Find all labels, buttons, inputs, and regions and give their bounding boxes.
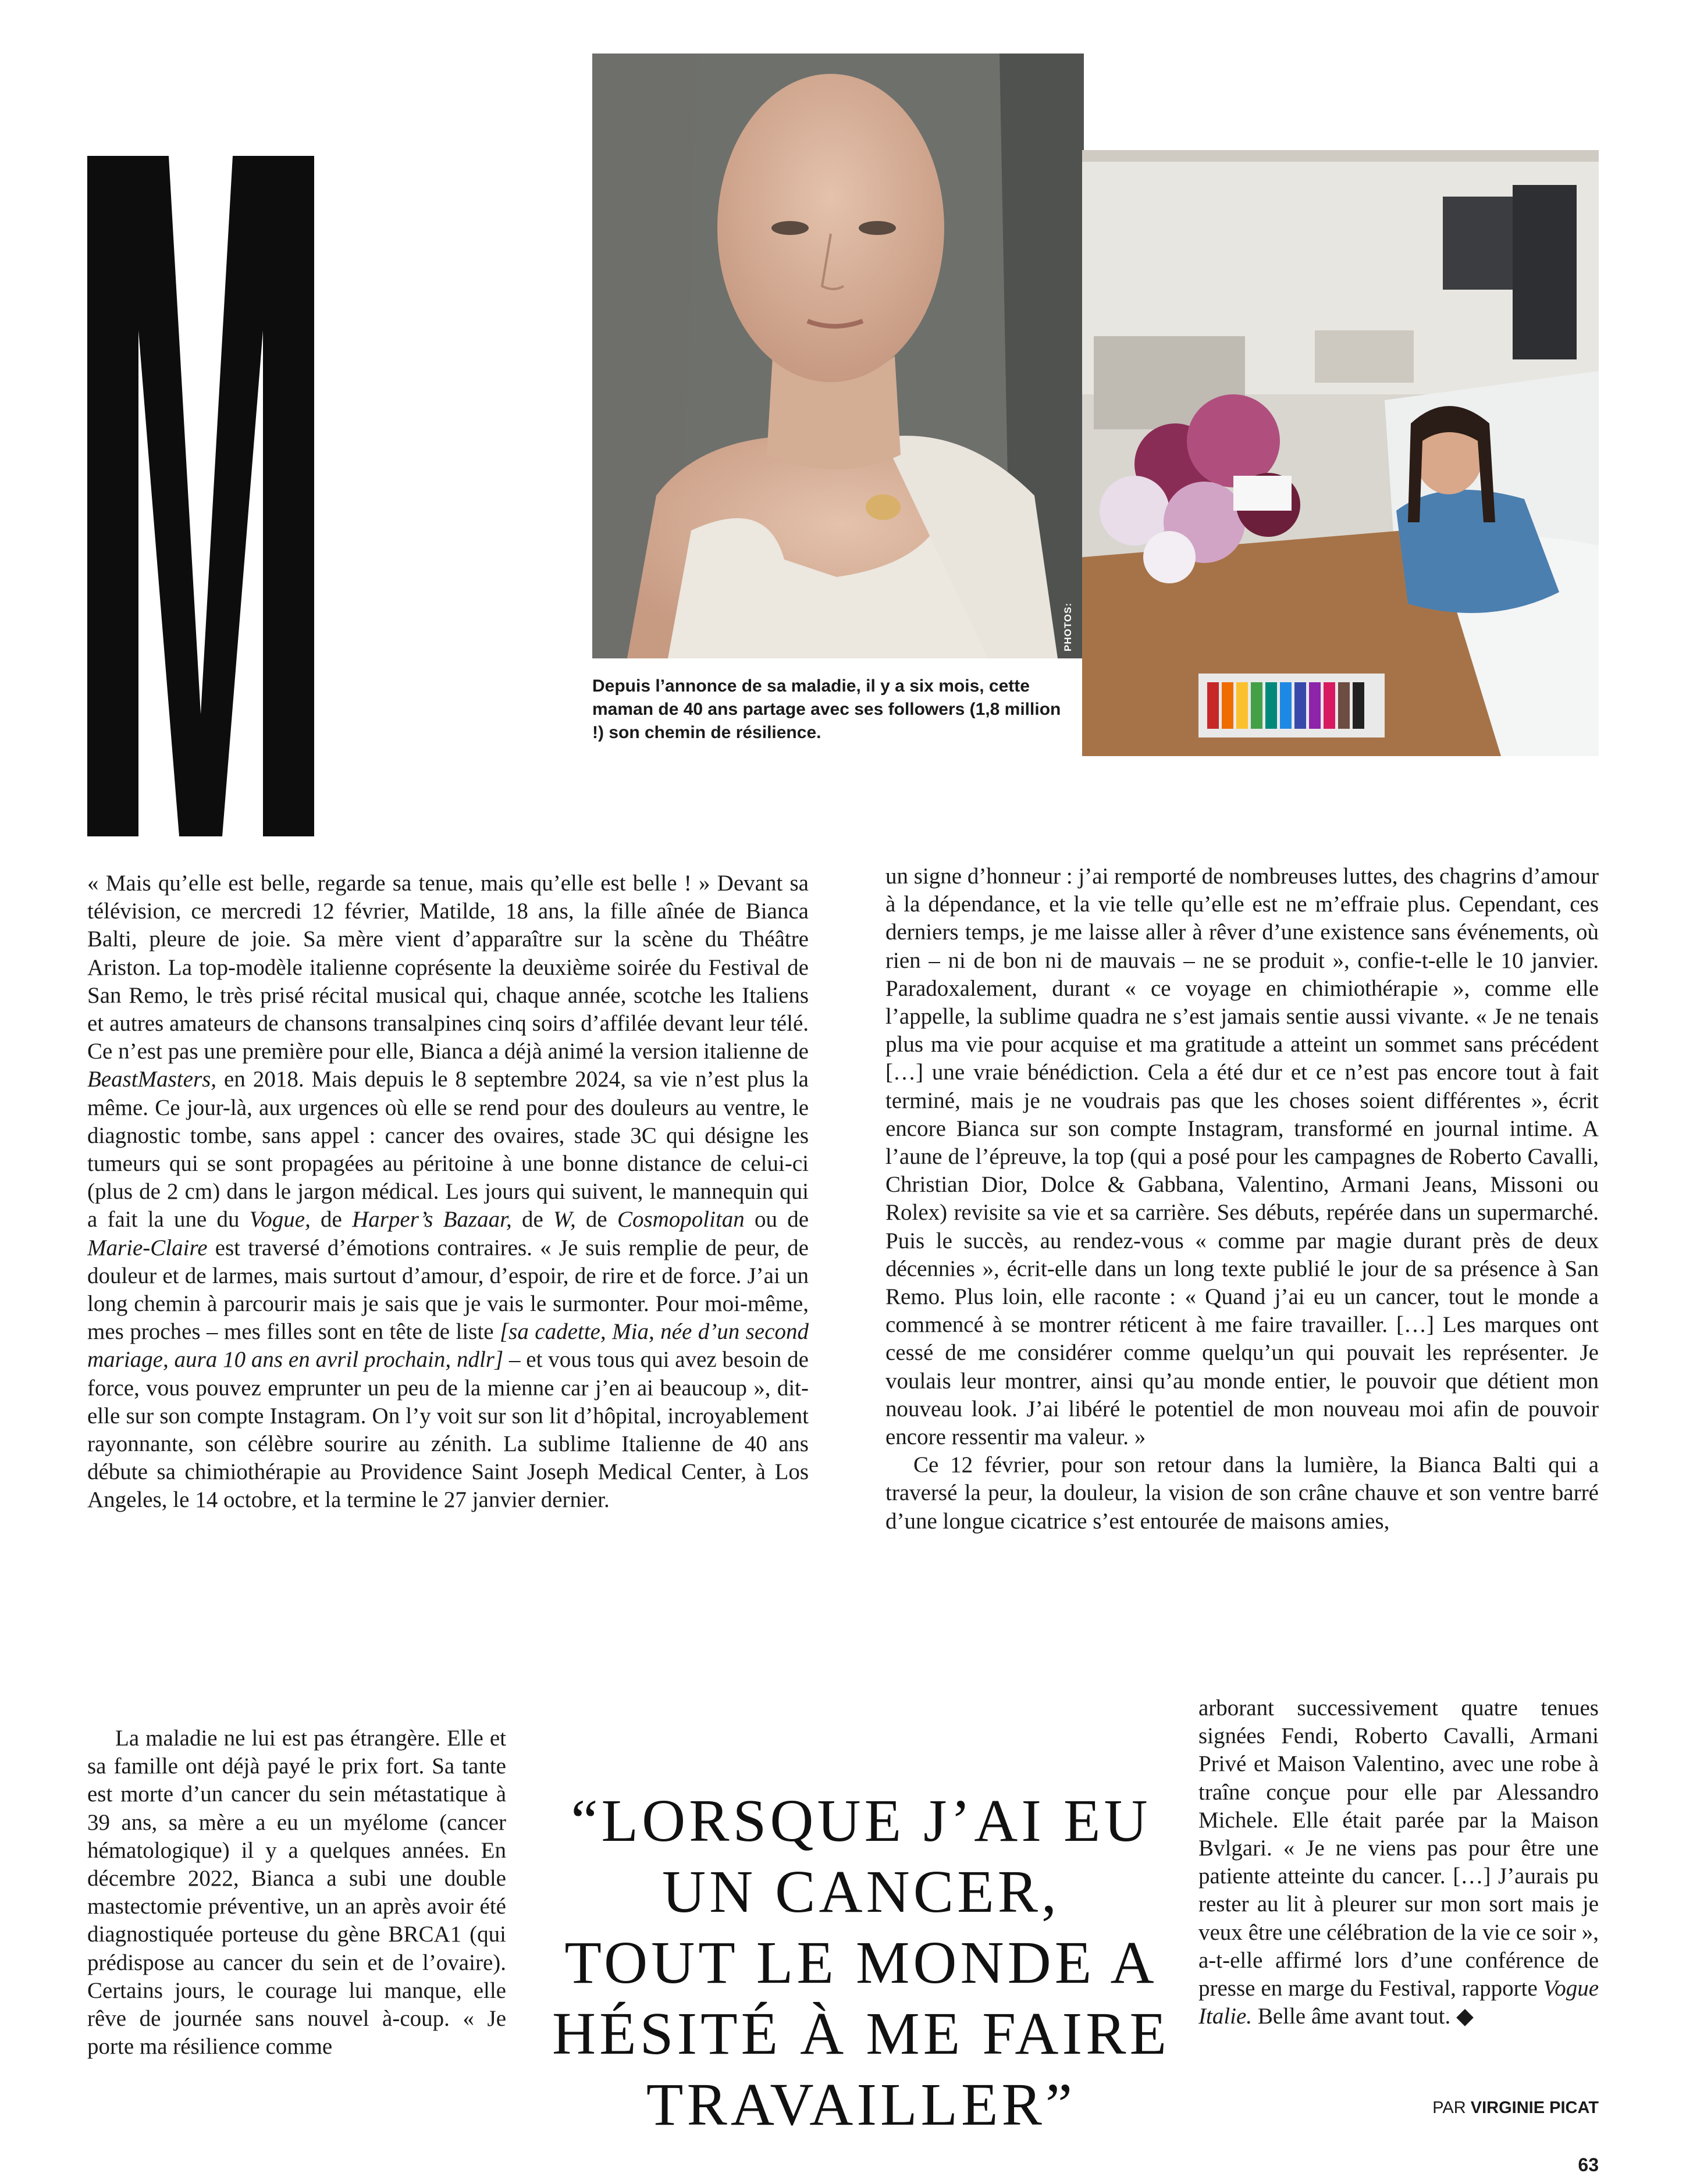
portrait-photo [592,54,1084,658]
article-column-right-narrow [1198,1694,1599,2030]
photo-credit: PHOTOS: [1062,602,1073,651]
dropcap-letter-m [87,156,314,836]
photo-caption: Depuis l’annonce de sa maladie, il y a six mois, cette maman de 40 ans partage avec ses followers (1,8 million !) son chemin de résilience. [592,676,1061,742]
article-paragraph: « Mais qu’elle est belle, regarde sa tenue, mais qu’elle est belle ! » Devant sa télévision, ce mercredi 12 février, Matilde, 18 ans, la fille aînée de Bianca Balti, pleure de joie. Sa mère vient d’apparaître sur la scène du Théâtre Ariston. La top-modèle italienne coprésente la deuxième soirée du Festival de San Remo, le très prisé récital musical qui, chaque année, scotche les Italiens et autres amateurs de chansons transalpines cinq soirs d’affilée devant leur télé. Ce n’est pas une première pour elle, Bianca a déjà animé la version italienne de BeastMasters, en 2018. Mais depuis le 8 septembre 2024, sa vie n’est plus la même. Ce jour-là, aux urgences où elle se rend pour des douleurs au ventre, le diagnostic tombe, sans appel : cancer des ovaires, stade 3C qui désigne les tumeurs qui se sont propagées au péritoine à une bonne distance de celui-ci (plus de 2 cm) dans le jargon médical. Les jours qui suivent, le mannequin qui a fait la une du Vogue, de Harper’s Bazaar, de W, de Cosmopolitan ou de Marie-Claire est traversé d’émotions contraires. « Je suis remplie de peur, de douleur et de larmes, mais surtout d’amour, d’espoir, de rire et de force. J’ai un long chemin à parcourir mais je sais que je vais le surmonter. Pour moi-même, mes proches – mes filles sont en tête de liste [sa cadette, Mia, née d’un second mariage, aura 10 ans en avril prochain, ndlr] – et vous tous qui avez besoin de force, vous pouvez emprunter un peu de la mienne car j’en ai beaucoup », dit-elle sur son compte Instagram. On l’y voit sur son lit d’hôpital, incroyablement rayonnante, son célèbre sourire au zénith. La sublime Italienne de 40 ans débute sa chimiothérapie au Providence Saint Joseph Medical Center, à Los Angeles, le 14 octobre, et la termine le 27 janvier dernier. [87,871,809,1513]
article-column-right [885,863,1599,1535]
byline: PAR VIRGINIE PICAT [1432,2099,1599,2117]
article-paragraph: un signe d’honneur : j’ai remporté de nombreuses luttes, des chagrins d’amour à la dépendance, et la vie telle qu’elle est ne m’effraie plus. Cependant, ces derniers temps, je me laisse aller à rêver d’une existence sans événements, où rien – ni de bon ni de mauvais – ne se produit », confie-t-elle le 10 janvier. Paradoxalement, durant « ce voyage en chimiothérapie », comme elle l’appelle, la sublime quadra ne s’est jamais sentie aussi vivante. « Je ne tenais plus ma vie pour acquise et ma gratitude a atteint un sommet sans précédent […] une vraie bénédiction. Cela a été dur et ce n’est pas encore tout à fait terminé, mais je ne voudrais pas que les choses soient différentes », écrit encore Bianca sur son compte Instagram, transformé en journal intime. A l’aune de l’épreuve, la top (qui a posé pour les campagnes de Roberto Cavalli, Christian Dior, Dolce & Gabbana, Valentino, Armani Jeans, Missoni ou Rolex) revisite sa vie et sa carrière. Ses débuts, repérée dans un supermarché. Puis le succès, au rendez-vous « comme par magie durant près de deux décennies », écrit-elle dans un long texte publié le jour de sa présence à San Remo. Plus loin, elle raconte : « Quand j’ai eu un cancer, tout le monde a commencé à se montrer réticent à me faire travailler. […] Les marques ont cessé de me considérer comme quelqu’un qui pouvait les représenter. Je voulais leur montrer, ainsi qu’au monde entier, le pouvoir que détient mon nouveau look. J’ai libéré le potentiel de mon nouveau moi afin de pouvoir encore ressentir ma valeur. » [885,864,1599,1450]
pull-quote-line: UN CANCER, [661,1858,1061,1925]
hospital-photo [1082,150,1599,756]
article-paragraph: La maladie ne lui est pas étrangère. Elle et sa famille ont déjà payé le prix fort. Sa tante est morte d’un cancer du sein métastatique à 39 ans, sa mère a eu un myélome (cancer hématologique) il y a quelques années. En décembre 2022, Bianca a subi une double mastectomie préventive, un an après avoir été diagnostiquée porteuse du gène BRCA1 (qui prédispose au cancer du sein et de l’ovaire). Certains jours, le courage lui manque, elle rêve de journée sans nouvel à-coup. « Je porte ma résilience comme [87,1726,506,2060]
pull-quote-line: TRAVAILLER” [646,2071,1076,2138]
article-column-left-narrow [87,1725,506,2061]
author-name: VIRGINIE PICAT [1470,2099,1599,2117]
pull-quote-line: TOUT LE MONDE A [564,1929,1158,1996]
page-number: 63 [1578,2154,1599,2175]
article-paragraph: Ce 12 février, pour son retour dans la lumière, la Bianca Balti qui a traversé la peur, la douleur, la vision de son crâne chauve et son ventre barré d’une longue cicatrice s’est entourée de maisons amies, [885,1452,1599,1534]
pull-quote-line: HÉSITÉ À ME FAIRE [552,2000,1171,2067]
pull-quote-line: “LORSQUE J’AI EU [571,1787,1151,1854]
article-paragraph: arborant successivement quatre tenues signées Fendi, Roberto Cavalli, Armani Privé et Maison Valentino, avec une robe à traîne conçue pour elle par Alessandro Michele. Elle était parée par la Maison Bvlgari. « Je ne viens pas pour être une patiente atteinte du cancer. […] J’aurais pu rester au lit à pleurer sur mon sort mais je veux être une célébration de la vie ce soir », a-t-elle affirmé lors d’une conférence de presse en marge du Festival, rapporte Vogue Italie. Belle âme avant tout. ◆ [1198,1695,1599,2029]
article-column-left [87,870,809,1515]
pull-quote [547,1786,1175,2140]
